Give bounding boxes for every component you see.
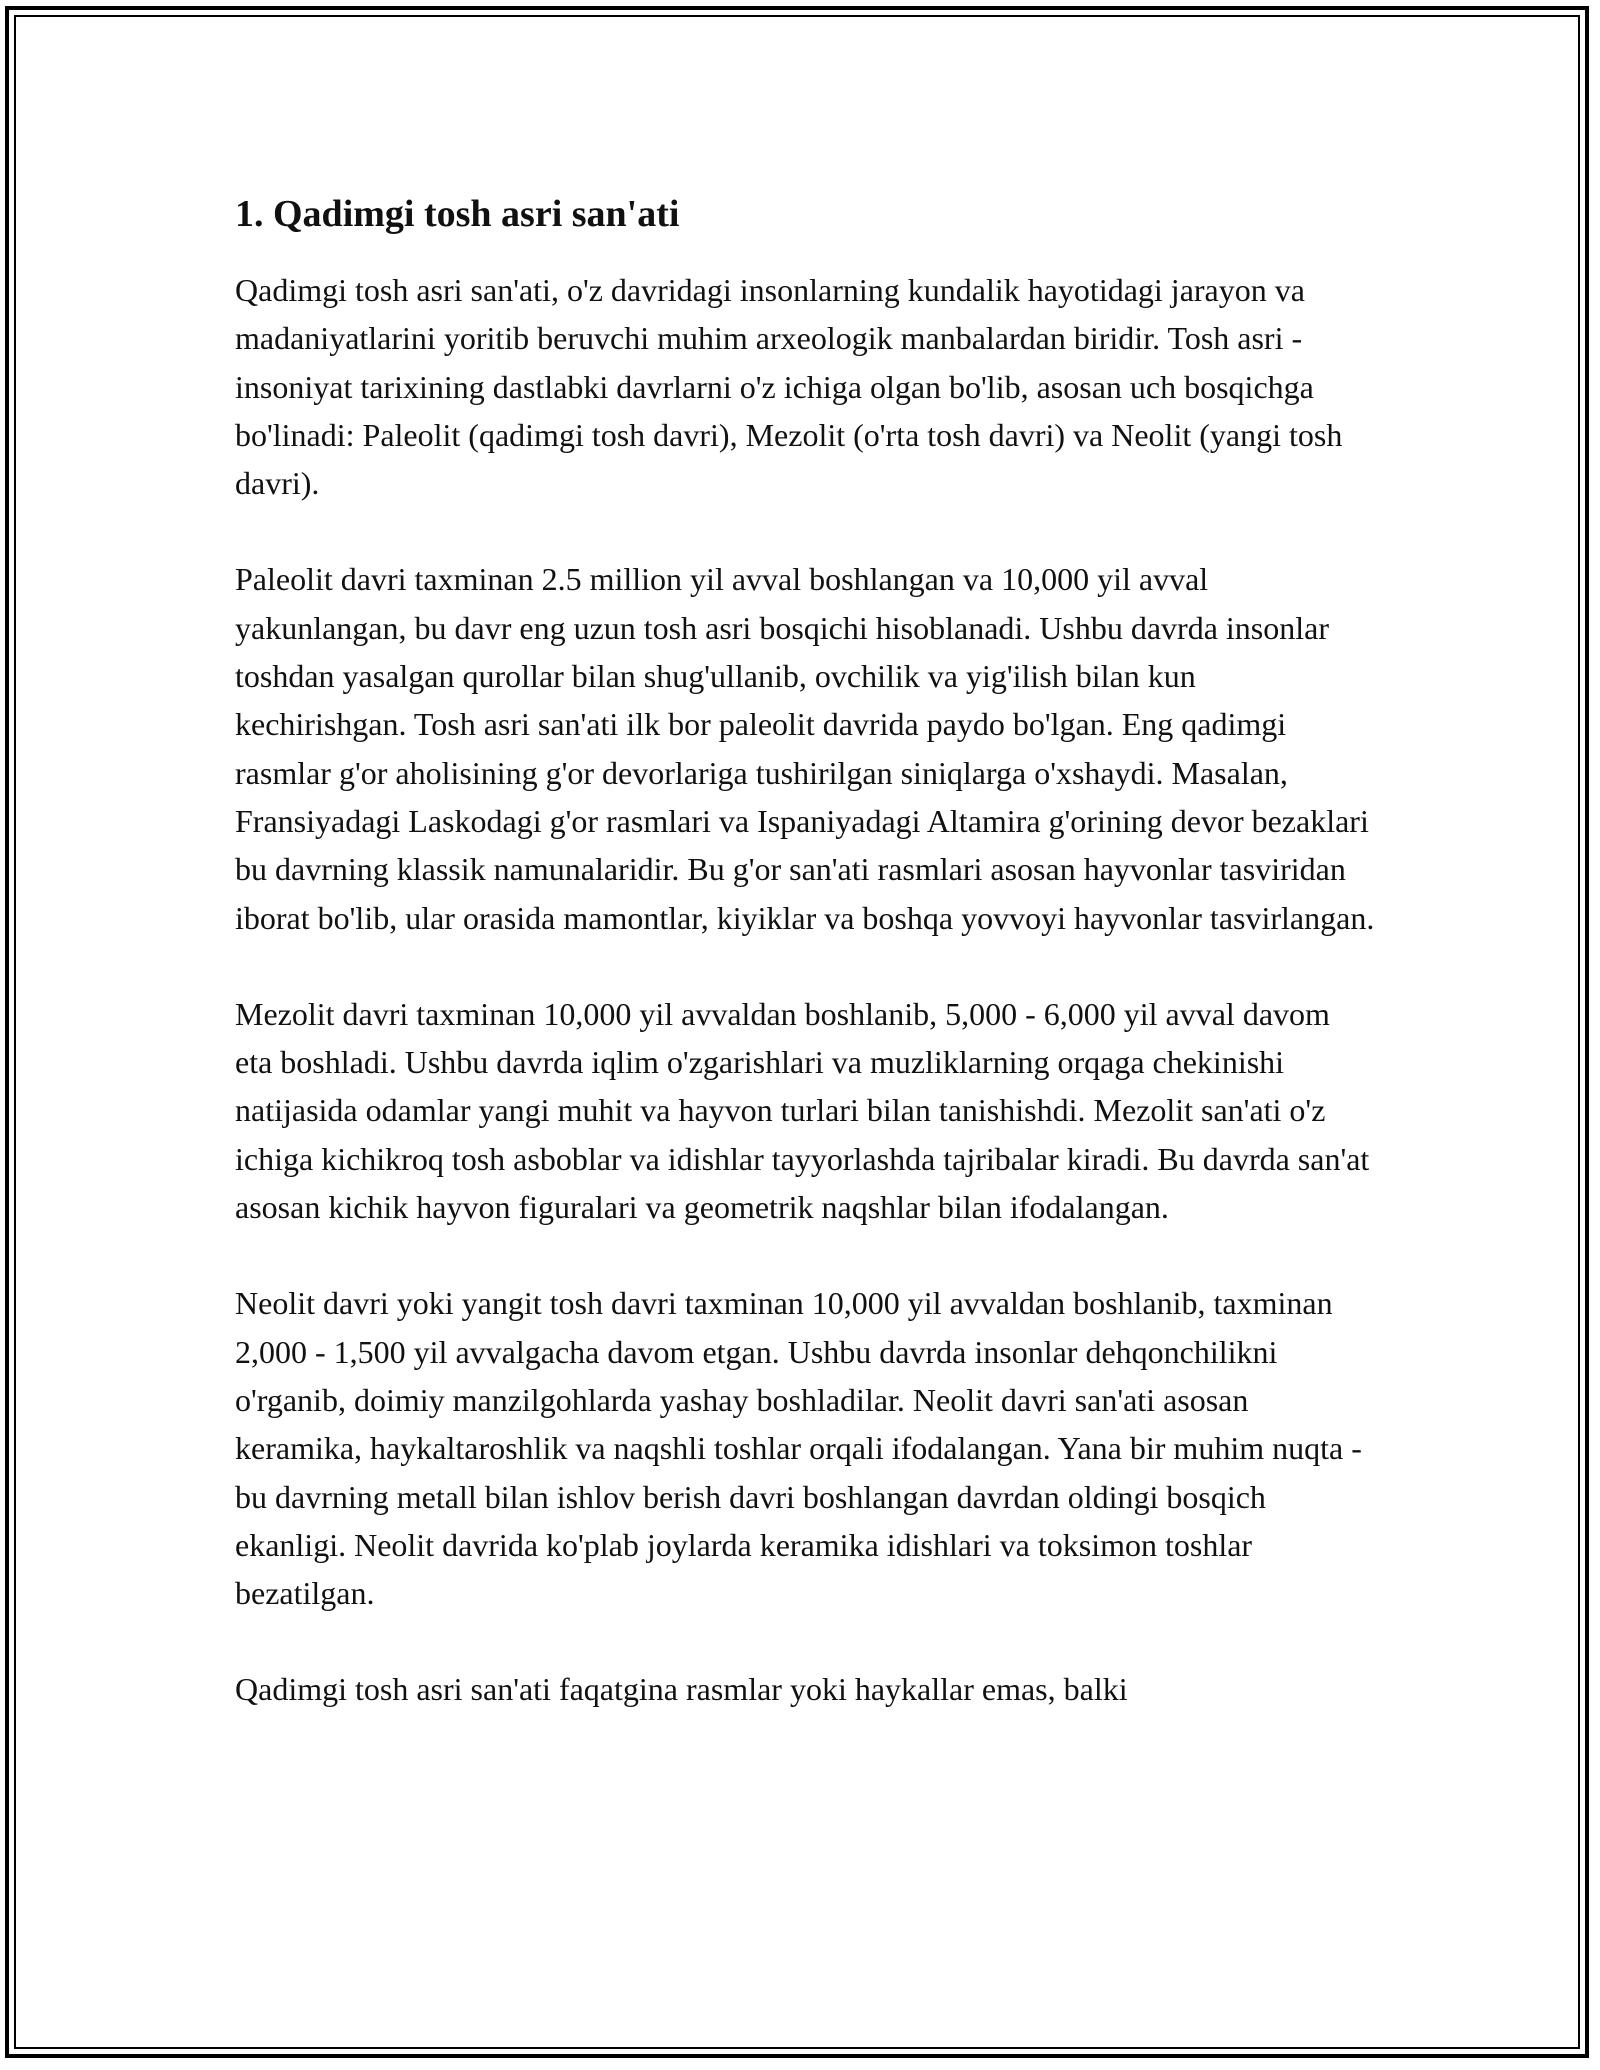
paragraph-intro: Qadimgi tosh asri san'ati, o'z davridagi insonlarning kundalik hayotidagi jarayon va madaniyatlarini yoritib beruvchi muhim arxeologik manbalardan biridir. Tosh asri - insoniyat tarixining dastlabki davrlarni o'z ichiga olgan bo'lib, asosan uch bosqichga bo'linadi: Paleolit (qadimgi tosh davri), Mezolit (o'rta tosh davri) va Neolit (yangi tosh davri). (235, 272, 1343, 502)
paragraph-neolit: Neolit davri yoki yangit tosh davri taxminan 10,000 yil avvaldan boshlanib, taxminan 2,000 - 1,500 yil avvalgacha davom etgan. Ushbu davrda insonlar dehqonchilikni o'rganib, doimiy manzilgohlarda yashay boshladilar. Neolit davri san'ati asosan keramika, haykaltaroshlik va naqshli toshlar orqali ifodalangan. Yana bir muhim nuqta - bu davrning metall bilan ishlov berish davri boshlangan davrdan oldingi bosqich ekanligi. Neolit davrida ko'plab joylarda keramika idishlari va toksimon toshlar bezatilgan. (235, 1285, 1362, 1612)
paragraph-mezolit: Mezolit davri taxminan 10,000 yil avvaldan boshlanib, 5,000 - 6,000 yil avval davom eta boshladi. Ushbu davrda iqlim o'zgarishlari va muzliklarning orqaga chekinishi natijasida odamlar yangi muhit va hayvon turlari bilan tanishishdi. Mezolit san'ati o'z ichiga kichikroq tosh asboblar va idishlar tayyorlashda tajribalar kiradi. Bu davrda san'at asosan kichik hayvon figuralari va geometrik naqshlar bilan ifodalangan. (235, 995, 1370, 1226)
section-heading: 1. Qadimgi tosh asri san'ati (235, 193, 680, 235)
paragraph-paleolit: Paleolit davri taxminan 2.5 million yil avval boshlangan va 10,000 yil avval yakunlangan, bu davr eng uzun tosh asri bosqichi hisoblanadi. Ushbu davrda insonlar toshdan yasalgan qurollar bilan shug'ullanib, ovchilik va yig'ilish bilan kun kechirishgan. Tosh asri san'ati ilk bor paleolit davrida paydo bo'lgan. Eng qadimgi rasmlar g'or aholisining g'or devorlariga tushirilgan siniqlarga o'xshaydi. Masalan, Fransiyadagi Laskodagi g'or rasmlari va Ispaniyadagi Altamira g'orining devor bezaklari bu davrning klassik namunalaridir. Bu g'or san'ati rasmlari asosan hayvonlar tasviridan iborat bo'lib, ular orasida mamontlar, kiyiklar va boshqa yovvoyi hayvonlar tasvirlangan. (235, 561, 1375, 936)
document-body (235, 188, 1375, 1762)
paragraph-conclusion: Qadimgi tosh asri san'ati faqatgina rasmlar yoki haykallar emas, balki (235, 1671, 1128, 1708)
